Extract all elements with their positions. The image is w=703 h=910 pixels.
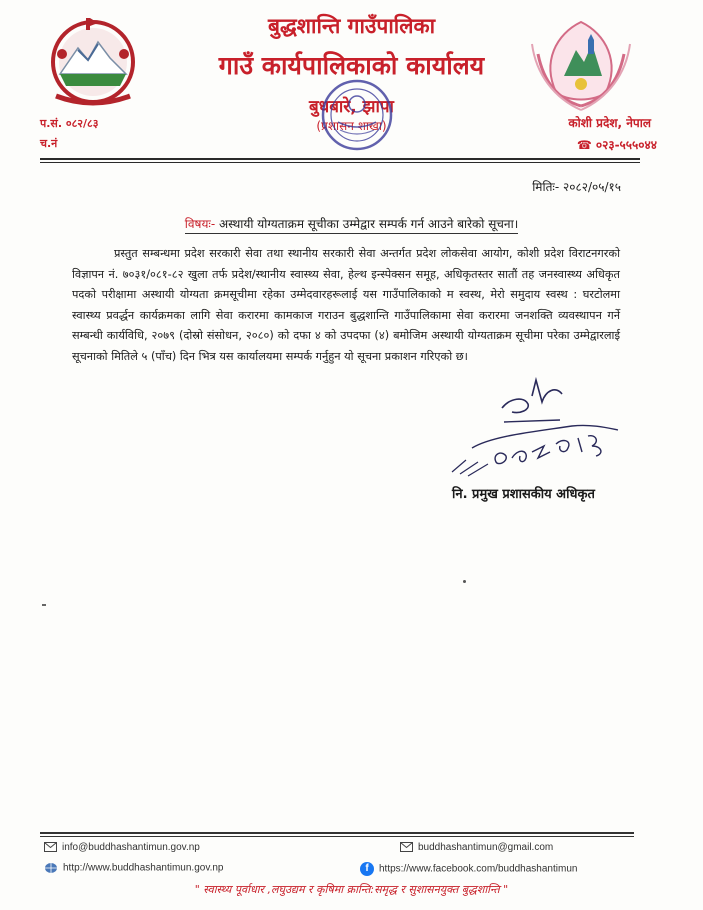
office-name: गाउँ कार्यपालिकाको कार्यालय	[218, 51, 485, 80]
header-divider-thin	[40, 162, 640, 163]
municipality-name: बुद्धशान्ति गाउँपालिका	[267, 14, 436, 38]
reference-number: प.सं. ०८२/८३	[40, 117, 99, 130]
footer-email-secondary	[400, 842, 553, 853]
speck	[42, 604, 46, 606]
official-stamp-icon	[318, 76, 396, 154]
website-link[interactable]: http://www.buddhashantimun.gov.np	[63, 862, 224, 874]
email-primary-link[interactable]: info@buddhashantimun.gov.np	[62, 842, 200, 853]
footer-divider-thin	[40, 836, 634, 837]
header-divider	[40, 158, 640, 160]
phone-text: ०२३-५५५०४४	[595, 138, 657, 152]
footer-facebook	[360, 862, 577, 876]
footer-email-primary	[44, 842, 200, 853]
subject-label: विषयः-	[184, 217, 216, 231]
handwritten-signature	[432, 368, 632, 488]
footer-slogan: " स्वास्थ्य पूर्वाधार ,लघुउद्यम र कृषिमा क्रान्ति:समृद्ध र सुशासनयुक्त बुद्धशान्ति "	[194, 883, 509, 896]
office-section: (प्रशासन शाखा)	[316, 119, 387, 133]
phone-icon: ☎	[576, 138, 592, 152]
globe-icon	[44, 862, 58, 874]
mail-icon	[400, 842, 413, 852]
facebook-link[interactable]: https://www.facebook.com/buddhashantimun	[379, 863, 578, 875]
signatory-title: नि. प्रमुख प्रशासकीय अधिकृत	[452, 487, 595, 502]
letter-date: मितिः- २०८२/०५/१५	[532, 180, 621, 194]
facebook-icon: f	[360, 862, 374, 876]
speck	[463, 580, 466, 583]
phone-number	[577, 136, 657, 153]
subject-line	[0, 215, 703, 234]
footer-divider	[40, 832, 634, 834]
dispatch-number: च.नं	[40, 137, 58, 150]
province-name: कोशी प्रदेश, नेपाल	[568, 116, 651, 130]
subject-text: अस्थायी योग्यताक्रम सूचीका उम्मेद्वार सम्पर्क गर्न आउने बारेको सूचना।	[219, 217, 519, 231]
footer-website	[44, 862, 223, 874]
mail-icon	[44, 842, 57, 852]
office-location: बुधबारे, झापा	[309, 97, 394, 117]
notice-body: प्रस्तुत सम्बन्धमा प्रदेश सरकारी सेवा तथा स्थानीय सरकारी सेवा अन्तर्गत प्रदेश लोकसेवा आयोग, कोशी प्रदेश विराटनगरको विज्ञापन नं. ७०३१/०८१-८२ खुला तर्फ प्रदेश/स्थानीय स्वास्थ्य सेवा, हेल्थ इन्स्पेक्सन समूह, अधिकृतस्तर सातौं तह जनस्वास्थ्य अधिकृत पदको परीक्षामा अस्थायी योग्यता क्रमसूचीमा रहेका उम्मेदवारहरूलाई यस गाउँपालिकाको म स्वस्थ, मेरो समुदाय स्वस्थ : घरटोलमा स्वास्थ्य प्रवर्द्धन कार्यक्रमका लागि सेवा करारमा कामकाज गराउन बुद्धशान्ति गाउँपालिकामा सेवा करारमा जनशक्ति व्यवस्थापन गर्ने सम्बन्धी कार्यविधि, २०७९ (दोस्रो संसोधन, २०८०) को दफा ४ को उपदफा (४) बमोजिम अस्थायी योग्यताक्रम सूचीमा परेका उम्मेद्वारलाई सूचनाको मितिले ५ (पाँच) दिन भित्र यस कार्यालयमा सम्पर्क गर्नुहुन यो सूचना प्रकाशन गरिएको छ।	[72, 247, 620, 363]
email-secondary-link[interactable]: buddhashantimun@gmail.com	[418, 842, 554, 853]
